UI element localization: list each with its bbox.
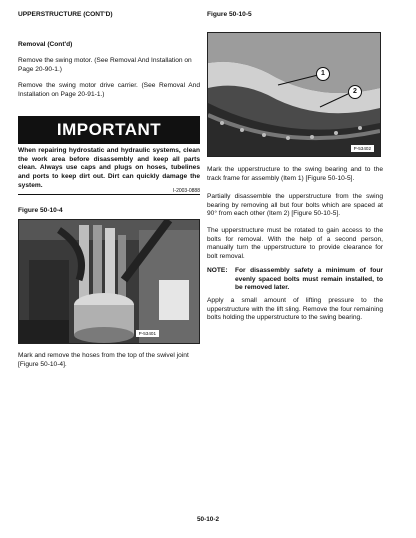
figure-tag-right: P-53402 [351,145,374,153]
swivel-joint-photo [18,219,200,344]
divider [18,194,200,195]
callout-1: 1 [316,67,330,81]
note-text: For disassembly safety a minimum of four evenly spaced bolts must remain installed, to be removed later. [235,267,383,292]
callout-2: 2 [348,85,362,99]
important-text: When repairing hydrostatic and hydraulic systems, clean the work area before disassembly and keep all parts clean. Always use caps and plugs on hoses, tubelines and ports to keep dirt out. Dirt can quickly damage the system. [18,147,200,189]
right-para-2: Partially disassemble the upperstructure from the swing bearing by removing all but four bolts which are spaced at 90° from each other (Item 2) [Figure 50-10-5]. [207,193,383,218]
note-label: NOTE: [207,267,228,274]
right-para-3: The upperstructure must be rotated to gain access to the bolts for removal. With the help of a second person, manually turn the upperstructure to provide clearance for bolt removal. [207,227,383,261]
figure-tag-left: P-53401 [136,330,159,338]
safety-note [207,267,383,293]
section-title: UPPERSTRUCTURE (CONT'D) [18,11,113,18]
important-code: I-2003-0888 [173,188,200,194]
subheading: Removal (Cont'd) [18,41,73,48]
swing-bearing-photo [207,32,381,157]
figure-label-left: Figure 50-10-4 [18,207,63,214]
page-number: 50-10-2 [196,516,220,523]
left-para-1: Remove the swing motor. (See Removal And Installation on Page 20-90-1.) [18,57,192,73]
right-para-1: Mark the upperstructure to the swing bearing and to the track frame for assembly (Item 1) [Figure 50-10-5]. [207,166,383,182]
left-para-2: Remove the swing motor drive carrier. (See Removal And Installation on Page 20-91-1.) [18,82,200,98]
left-para-3: Mark and remove the hoses from the top of the swivel joint [Figure 50-10-4]. [18,352,189,368]
right-para-4: Apply a small amount of lifting pressure to the upperstructure with the lift sling. Remove the four remaining bolts holding the upperstructure to the swing bearing. [207,297,383,322]
important-banner: IMPORTANT [18,116,200,144]
figure-label-right: Figure 50-10-5 [207,11,252,18]
